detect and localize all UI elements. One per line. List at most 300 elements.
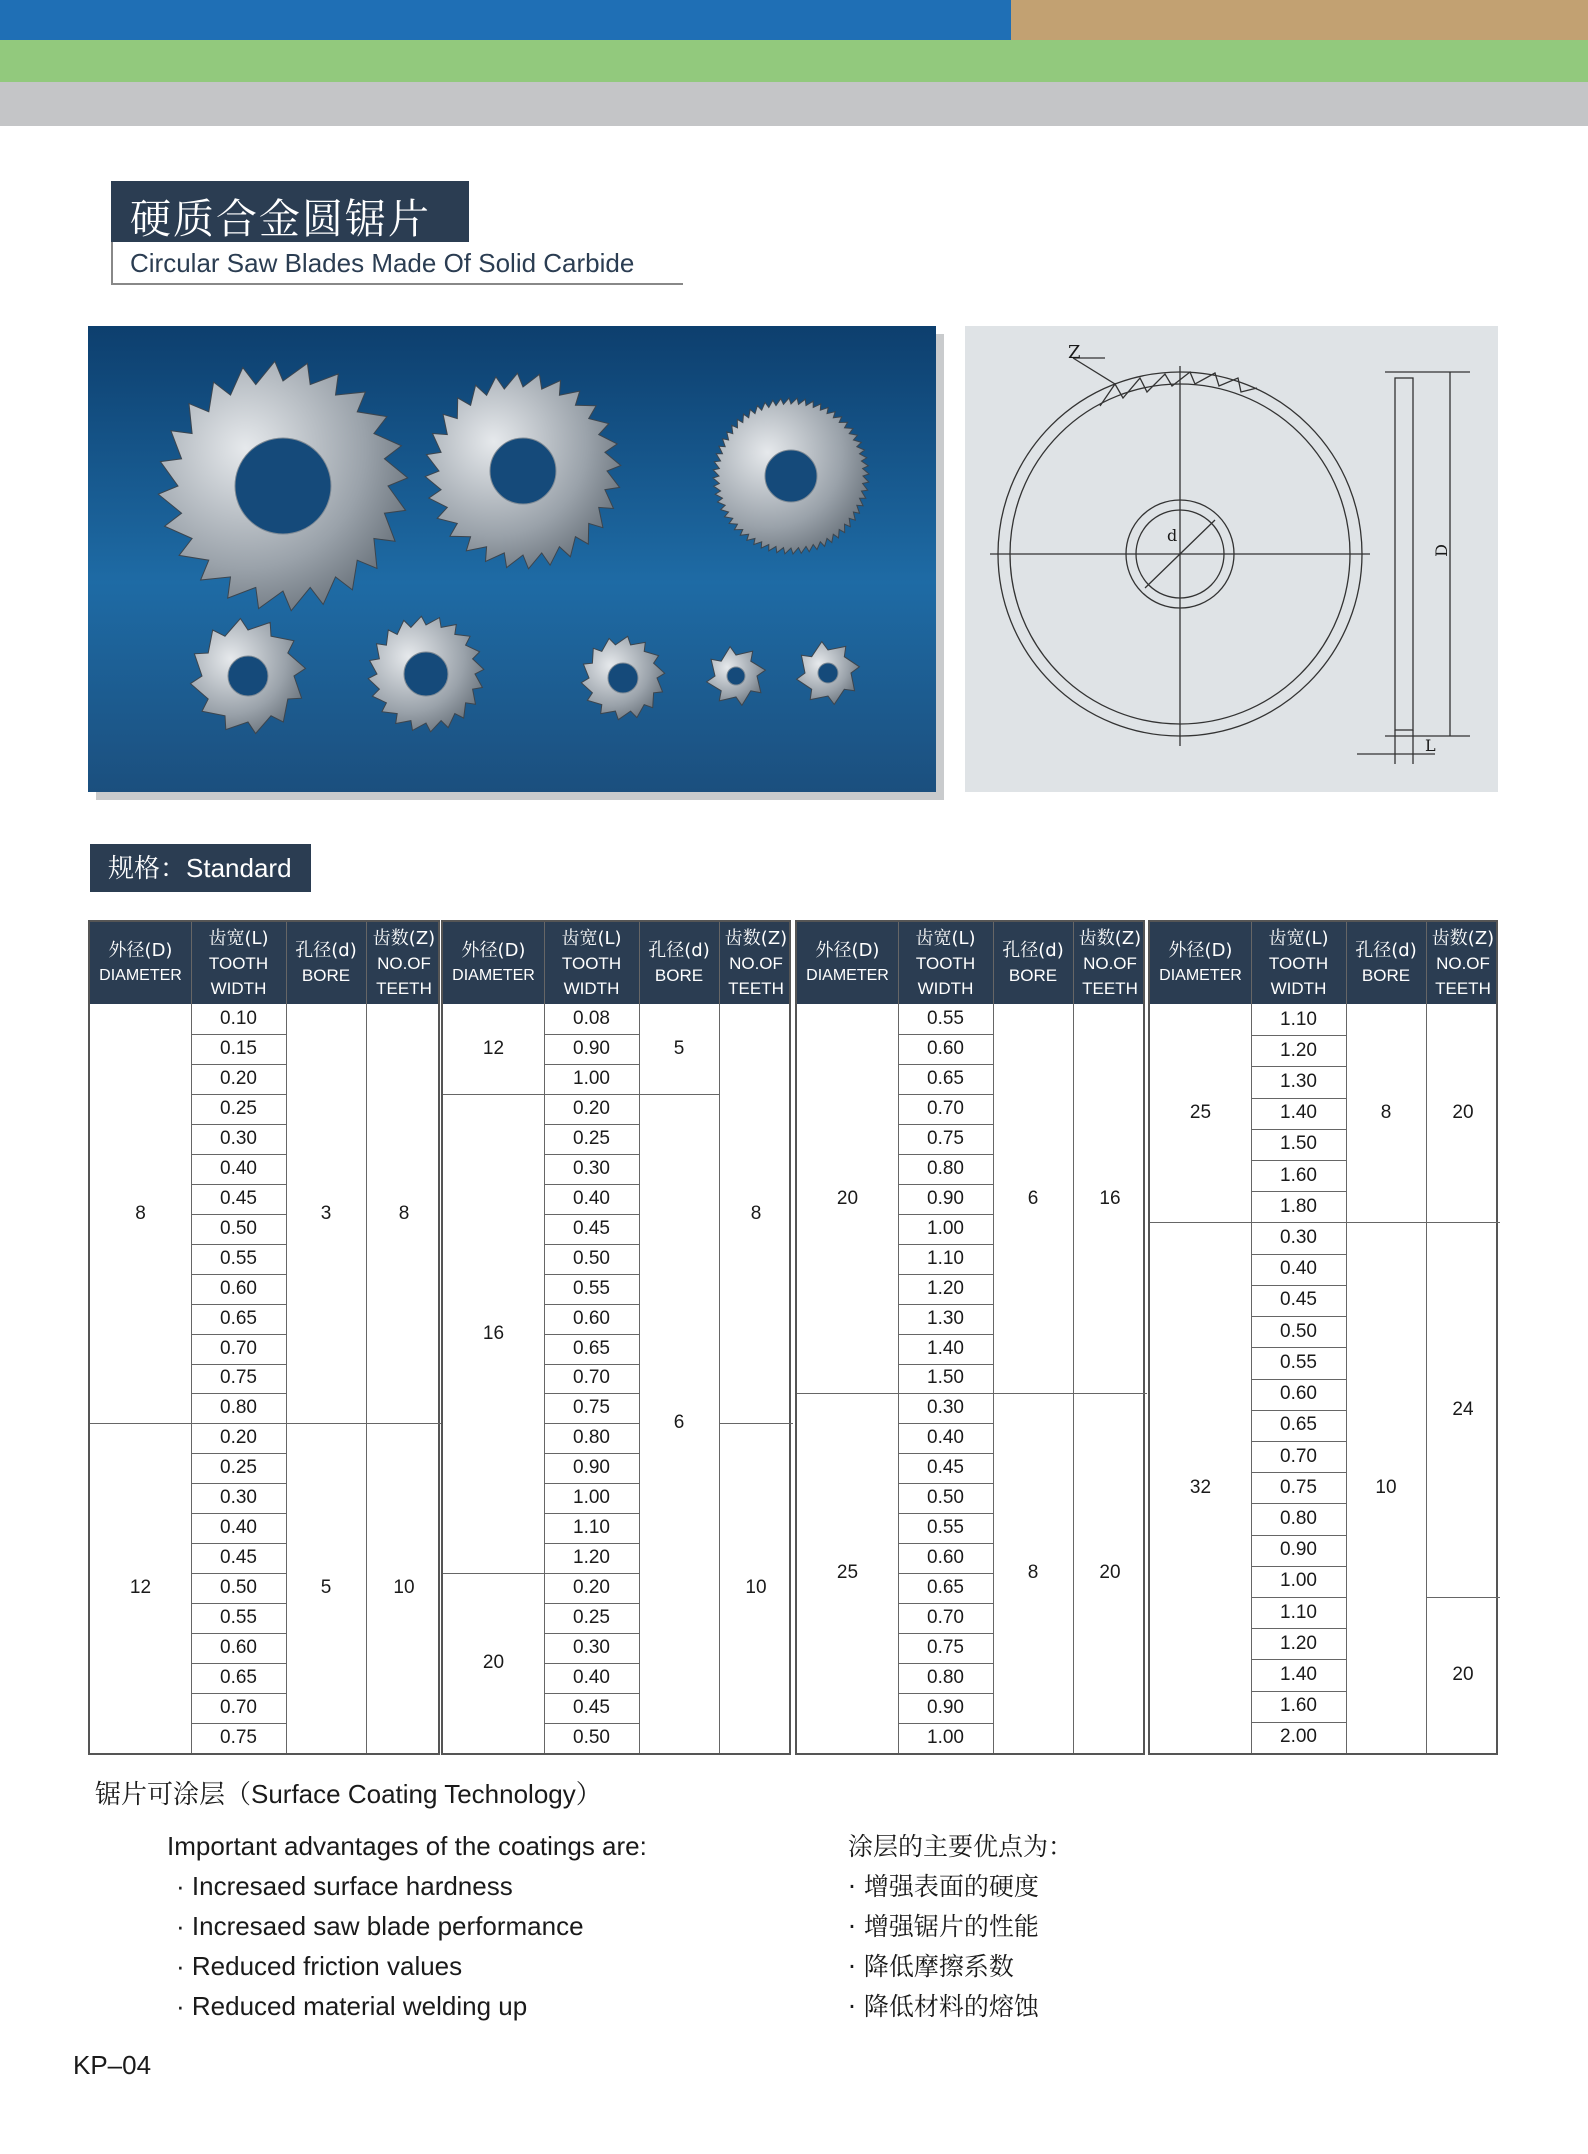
- tooth-width-cell: 0.55: [573, 1277, 610, 1299]
- column-divider: [993, 922, 994, 1753]
- header-tooth-width-cn: 齿宽(L): [1268, 927, 1329, 949]
- tooth-width-cell: 0.40: [927, 1427, 964, 1449]
- row-divider: [544, 1423, 639, 1424]
- row-divider: [898, 1334, 993, 1335]
- tooth-width-cell: 0.80: [573, 1427, 610, 1449]
- header-diameter-cn: 外径(D): [815, 940, 880, 961]
- row-divider: [544, 1483, 639, 1484]
- teeth-cell: 16: [1099, 1187, 1121, 1209]
- row-divider: [1251, 1191, 1346, 1192]
- row-divider: [544, 1453, 639, 1454]
- tooth-width-cell: 0.75: [573, 1397, 610, 1419]
- coating-title: 锯片可涂层（Surface Coating Technology）: [95, 1779, 602, 1809]
- spec-table-3: [795, 920, 1145, 1755]
- group-divider: [286, 1423, 366, 1424]
- group-divider: [1073, 1393, 1147, 1394]
- teeth-cell: 10: [745, 1577, 767, 1599]
- header-tooth-width-cn: 齿宽(L): [561, 927, 622, 949]
- tooth-width-cell: 1.60: [1280, 1164, 1317, 1186]
- tooth-width-cell: 0.50: [927, 1487, 964, 1509]
- header-diameter-en: DIAMETER: [452, 967, 535, 984]
- diameter-cell: 12: [482, 1037, 505, 1059]
- title-divider: [111, 283, 683, 285]
- saw-blade-bore: [490, 438, 556, 504]
- row-divider: [191, 1603, 286, 1604]
- teeth-cell: 20: [1452, 1663, 1474, 1685]
- tooth-width-cell: 1.10: [927, 1247, 964, 1269]
- header-tooth-width-en-line: WIDTH: [917, 978, 974, 998]
- header-tooth-width: [191, 922, 286, 1004]
- row-divider: [191, 1154, 286, 1155]
- header-teeth-en-line: NO.OF: [729, 953, 783, 973]
- tooth-width-cell: 0.60: [220, 1277, 257, 1299]
- bore-cell: 3: [320, 1202, 332, 1224]
- header-tooth-width: [1251, 922, 1346, 1004]
- diameter-cell: 12: [129, 1577, 152, 1599]
- header-tooth-width-en-line: TOOTH: [208, 953, 269, 973]
- tooth-width-cell: 1.20: [927, 1277, 964, 1299]
- header-diameter: [797, 922, 898, 1004]
- tooth-width-cell: 0.75: [220, 1367, 257, 1389]
- row-divider: [898, 1124, 993, 1125]
- header-teeth-cn: 齿数(Z): [372, 927, 436, 949]
- tooth-width-cell: 1.50: [927, 1367, 964, 1389]
- header-diameter-en: DIAMETER: [1159, 967, 1242, 984]
- column-divider: [898, 922, 899, 1753]
- row-divider: [898, 1603, 993, 1604]
- row-divider: [191, 1423, 286, 1424]
- tooth-width-cell: 0.90: [927, 1187, 964, 1209]
- header-diameter-cn: 外径(D): [108, 940, 173, 961]
- row-divider: [544, 1334, 639, 1335]
- tooth-width-cell: 1.60: [1280, 1695, 1317, 1717]
- column-divider: [366, 922, 367, 1753]
- tooth-width-cell: 0.20: [573, 1097, 610, 1119]
- column-divider: [1346, 922, 1347, 1753]
- row-divider: [898, 1034, 993, 1035]
- row-divider: [191, 1364, 286, 1365]
- coating-advantages-en: [167, 1826, 647, 2026]
- tooth-width-cell: 0.60: [1280, 1383, 1317, 1405]
- row-divider: [1251, 1316, 1346, 1317]
- spec-table-4: [1148, 920, 1498, 1755]
- row-divider: [1251, 1503, 1346, 1504]
- coating-en-intro: Important advantages of the coatings are:: [167, 1831, 647, 1861]
- header-tooth-width-en-line: WIDTH: [210, 978, 267, 998]
- header-teeth-cn: 齿数(Z): [724, 927, 788, 949]
- tooth-width-cell: 2.00: [1280, 1726, 1317, 1748]
- column-divider: [1073, 922, 1074, 1753]
- bore-cell: 8: [1027, 1562, 1039, 1584]
- row-divider: [1251, 1347, 1346, 1348]
- tooth-width-cell: 0.60: [573, 1307, 610, 1329]
- header-teeth-en-line: NO.OF: [1436, 953, 1490, 973]
- table-header: [90, 922, 438, 1004]
- drawing-label-L: L: [1425, 736, 1436, 755]
- tooth-width-cell: 1.00: [573, 1487, 610, 1509]
- header-bore: [993, 922, 1073, 1004]
- tooth-width-cell: 0.55: [927, 1517, 964, 1539]
- tooth-width-cell: 1.20: [573, 1547, 610, 1569]
- tooth-width-cell: 0.80: [927, 1667, 964, 1689]
- header-tooth-width-cn: 齿宽(L): [915, 927, 976, 949]
- tooth-width-cell: 0.55: [927, 1007, 964, 1029]
- saw-blade-bore: [228, 656, 268, 696]
- row-divider: [544, 1513, 639, 1514]
- row-divider: [898, 1244, 993, 1245]
- header-teeth-en-line: NO.OF: [377, 953, 431, 973]
- row-divider: [191, 1393, 286, 1394]
- coating-cn-intro: 涂层的主要优点为：: [848, 1832, 1074, 1861]
- tooth-width-cell: 1.40: [1280, 1102, 1317, 1124]
- row-divider: [1251, 1691, 1346, 1692]
- row-divider: [898, 1723, 993, 1724]
- tooth-width-cell: 1.40: [1280, 1663, 1317, 1685]
- technical-drawing: [965, 326, 1498, 792]
- row-divider: [1251, 1254, 1346, 1255]
- header-tooth-width: [898, 922, 993, 1004]
- tooth-width-cell: 0.50: [1280, 1320, 1317, 1342]
- tooth-width-cell: 0.30: [220, 1127, 257, 1149]
- coating-en-item: · Reduced friction values: [176, 1951, 463, 1981]
- title-divider-vertical: [111, 242, 113, 285]
- row-divider: [191, 1064, 286, 1065]
- row-divider: [544, 1723, 639, 1724]
- row-divider: [191, 1304, 286, 1305]
- row-divider: [898, 1064, 993, 1065]
- bore-cell: 10: [1375, 1476, 1397, 1498]
- header-teeth-en-line: TEETH: [728, 978, 784, 998]
- header-teeth-en-line: TEETH: [376, 978, 432, 998]
- row-divider: [191, 1633, 286, 1634]
- tooth-width-cell: 0.30: [573, 1637, 610, 1659]
- tooth-width-cell: 0.45: [220, 1187, 257, 1209]
- tooth-width-cell: 0.90: [573, 1037, 610, 1059]
- column-divider: [639, 922, 640, 1753]
- row-divider: [191, 1483, 286, 1484]
- bore-cell: 5: [673, 1037, 685, 1059]
- tooth-width-cell: 0.65: [1280, 1414, 1317, 1436]
- diameter-cell: 20: [836, 1187, 859, 1209]
- coating-cn-item: · 降低摩擦系数: [848, 1952, 1014, 1981]
- row-divider: [1251, 1722, 1346, 1723]
- column-divider: [719, 922, 720, 1753]
- page-title-en: Circular Saw Blades Made Of Solid Carbide: [130, 248, 635, 278]
- group-divider: [639, 1094, 719, 1095]
- header-diameter-en: DIAMETER: [99, 967, 182, 984]
- header-bore-cn: 孔径(d): [1002, 940, 1064, 961]
- row-divider: [898, 1094, 993, 1095]
- row-divider: [544, 1663, 639, 1664]
- diameter-cell: 16: [482, 1322, 505, 1344]
- tooth-width-cell: 0.60: [220, 1637, 257, 1659]
- saw-blade-bore: [608, 663, 638, 693]
- diameter-cell: 25: [1189, 1102, 1212, 1124]
- tooth-width-cell: 0.55: [1280, 1351, 1317, 1373]
- row-divider: [1251, 1066, 1346, 1067]
- column-divider: [544, 922, 545, 1753]
- saw-blade-bore: [765, 450, 817, 502]
- saw-blade-bore: [404, 652, 448, 696]
- header-bore-en: BORE: [1361, 966, 1411, 985]
- tooth-width-cell: 1.30: [927, 1307, 964, 1329]
- tooth-width-cell: 0.25: [220, 1457, 257, 1479]
- header-diameter-cn: 外径(D): [1168, 940, 1233, 961]
- row-divider: [1251, 1379, 1346, 1380]
- header-diameter-en: DIAMETER: [806, 967, 889, 984]
- teeth-cell: 20: [1099, 1562, 1121, 1584]
- header-bore-cn: 孔径(d): [295, 940, 357, 961]
- teeth-cell: 10: [393, 1577, 415, 1599]
- tooth-width-cell: 0.65: [573, 1337, 610, 1359]
- row-divider: [898, 1184, 993, 1185]
- row-divider: [544, 1364, 639, 1365]
- row-divider: [544, 1393, 639, 1394]
- header-tooth-width-cn: 齿宽(L): [208, 927, 269, 949]
- tooth-width-cell: 0.50: [573, 1727, 610, 1748]
- tooth-width-cell: 0.15: [220, 1037, 257, 1059]
- tooth-width-cell: 0.25: [573, 1607, 610, 1629]
- tooth-width-cell: 0.40: [1280, 1258, 1317, 1280]
- row-divider: [544, 1124, 639, 1125]
- tooth-width-cell: 0.45: [1280, 1289, 1317, 1311]
- row-divider: [898, 1214, 993, 1215]
- page-number: KP–04: [73, 2050, 152, 2080]
- tooth-width-cell: 0.90: [1280, 1539, 1317, 1561]
- row-divider: [544, 1214, 639, 1215]
- teeth-cell: 8: [398, 1202, 410, 1224]
- table-header: [443, 922, 789, 1004]
- row-divider: [191, 1693, 286, 1694]
- header-teeth: [1426, 922, 1500, 1004]
- header-diameter: [443, 922, 544, 1004]
- tooth-width-cell: 1.00: [927, 1217, 964, 1239]
- header-teeth-en-line: TEETH: [1082, 978, 1138, 998]
- row-divider: [1251, 1472, 1346, 1473]
- header-teeth-en-line: TEETH: [1435, 978, 1491, 998]
- row-divider: [898, 1274, 993, 1275]
- group-divider: [90, 1423, 191, 1424]
- tooth-width-cell: 1.00: [927, 1727, 964, 1748]
- row-divider: [898, 1304, 993, 1305]
- tooth-width-cell: 0.80: [1280, 1507, 1317, 1529]
- header-bore: [639, 922, 719, 1004]
- tooth-width-cell: 0.45: [927, 1457, 964, 1479]
- row-divider: [191, 1124, 286, 1125]
- tooth-width-cell: 1.10: [1280, 1008, 1317, 1030]
- tooth-width-cell: 0.65: [927, 1577, 964, 1599]
- tooth-width-cell: 1.20: [1280, 1039, 1317, 1061]
- row-divider: [898, 1393, 993, 1394]
- top-band-gray: [0, 82, 1588, 126]
- header-bore: [286, 922, 366, 1004]
- coating-cn-item: · 增强表面的硬度: [848, 1872, 1039, 1901]
- tooth-width-cell: 1.10: [573, 1517, 610, 1539]
- group-divider: [1346, 1222, 1426, 1223]
- header-teeth-cn: 齿数(Z): [1078, 927, 1142, 949]
- row-divider: [544, 1094, 639, 1095]
- header-tooth-width-en-line: WIDTH: [563, 978, 620, 998]
- tooth-width-cell: 0.80: [220, 1397, 257, 1419]
- spec-table-1: [88, 920, 440, 1755]
- row-divider: [1251, 1535, 1346, 1536]
- tooth-width-cell: 0.60: [927, 1037, 964, 1059]
- row-divider: [544, 1184, 639, 1185]
- tooth-width-cell: 0.75: [927, 1637, 964, 1659]
- spec-label: 规格：Standard: [108, 853, 292, 883]
- diameter-cell: 32: [1189, 1476, 1212, 1498]
- tooth-width-cell: 0.45: [220, 1547, 257, 1569]
- coating-en-item: · Incresaed saw blade performance: [176, 1911, 584, 1941]
- row-divider: [191, 1184, 286, 1185]
- tooth-width-cell: 0.20: [573, 1577, 610, 1599]
- diameter-cell: 25: [836, 1562, 859, 1584]
- header-teeth: [1073, 922, 1147, 1004]
- header-tooth-width: [544, 922, 639, 1004]
- tooth-width-cell: 0.70: [573, 1367, 610, 1389]
- tooth-width-cell: 1.50: [1280, 1133, 1317, 1155]
- tooth-width-cell: 0.55: [220, 1607, 257, 1629]
- group-divider: [993, 1393, 1073, 1394]
- header-diameter-cn: 外径(D): [461, 940, 526, 961]
- header-bore-cn: 孔径(d): [1355, 940, 1417, 961]
- group-divider: [719, 1423, 793, 1424]
- tooth-width-cell: 0.45: [573, 1697, 610, 1719]
- diameter-cell: 8: [135, 1202, 146, 1224]
- row-divider: [191, 1453, 286, 1454]
- row-divider: [544, 1064, 639, 1065]
- row-divider: [544, 1154, 639, 1155]
- row-divider: [544, 1633, 639, 1634]
- row-divider: [191, 1094, 286, 1095]
- tooth-width-cell: 1.10: [1280, 1601, 1317, 1623]
- header-tooth-width-en-line: TOOTH: [561, 953, 622, 973]
- drawing-label-z: Z: [1068, 342, 1081, 363]
- coating-en-item: · Incresaed surface hardness: [176, 1871, 513, 1901]
- row-divider: [898, 1693, 993, 1694]
- product-photo: [88, 326, 936, 792]
- tooth-width-cell: 0.10: [220, 1007, 257, 1029]
- header-teeth: [719, 922, 793, 1004]
- column-divider: [286, 922, 287, 1753]
- tooth-width-cell: 0.80: [927, 1157, 964, 1179]
- row-divider: [191, 1244, 286, 1245]
- row-divider: [191, 1214, 286, 1215]
- column-divider: [1426, 922, 1427, 1753]
- tooth-width-cell: 0.75: [220, 1727, 257, 1748]
- row-divider: [544, 1573, 639, 1574]
- tooth-width-cell: 0.75: [1280, 1476, 1317, 1498]
- row-divider: [898, 1543, 993, 1544]
- row-divider: [544, 1543, 639, 1544]
- top-band-green: [0, 40, 1588, 82]
- tooth-width-cell: 1.00: [573, 1067, 610, 1089]
- bore-cell: 6: [673, 1412, 685, 1434]
- tooth-width-cell: 0.40: [220, 1517, 257, 1539]
- row-divider: [544, 1693, 639, 1694]
- row-divider: [1251, 1441, 1346, 1442]
- row-divider: [1251, 1129, 1346, 1130]
- tooth-width-cell: 1.40: [927, 1337, 964, 1359]
- row-divider: [898, 1154, 993, 1155]
- table-header: [797, 922, 1143, 1004]
- row-divider: [898, 1663, 993, 1664]
- tooth-width-cell: 0.08: [573, 1007, 610, 1029]
- row-divider: [1251, 1222, 1346, 1223]
- tooth-width-cell: 0.70: [927, 1607, 964, 1629]
- row-divider: [191, 1274, 286, 1275]
- tooth-width-cell: 1.20: [1280, 1632, 1317, 1654]
- group-divider: [1426, 1597, 1500, 1598]
- header-teeth-en-line: NO.OF: [1083, 953, 1137, 973]
- drawing-label-D: D: [1431, 544, 1451, 557]
- row-divider: [898, 1573, 993, 1574]
- tooth-width-cell: 0.65: [927, 1067, 964, 1089]
- tooth-width-cell: 0.25: [220, 1097, 257, 1119]
- tooth-width-cell: 0.50: [220, 1577, 257, 1599]
- column-divider: [1251, 922, 1252, 1753]
- row-divider: [898, 1423, 993, 1424]
- bore-cell: 6: [1027, 1187, 1039, 1209]
- saw-blade-bore: [818, 663, 838, 683]
- row-divider: [191, 1543, 286, 1544]
- tooth-width-cell: 0.20: [220, 1427, 257, 1449]
- teeth-cell: 8: [750, 1202, 762, 1224]
- header-diameter: [1150, 922, 1251, 1004]
- row-divider: [191, 1513, 286, 1514]
- page-title-cn: 硬质合金圆锯片: [130, 195, 431, 243]
- column-divider: [191, 922, 192, 1753]
- group-divider: [1426, 1222, 1500, 1223]
- row-divider: [1251, 1659, 1346, 1660]
- spec-table-2: [441, 920, 791, 1755]
- tooth-width-cell: 0.20: [220, 1067, 257, 1089]
- tooth-width-cell: 0.25: [573, 1127, 610, 1149]
- bore-cell: 5: [320, 1577, 332, 1599]
- row-divider: [1251, 1628, 1346, 1629]
- tooth-width-cell: 0.30: [573, 1157, 610, 1179]
- group-divider: [797, 1393, 898, 1394]
- row-divider: [898, 1513, 993, 1514]
- group-divider: [443, 1094, 544, 1095]
- saw-blade-bore: [235, 438, 331, 534]
- tooth-width-cell: 0.60: [927, 1547, 964, 1569]
- coating-cn-item: · 增强锯片的性能: [848, 1912, 1039, 1941]
- top-band-blue: [0, 0, 1011, 40]
- row-divider: [1251, 1035, 1346, 1036]
- tooth-width-cell: 1.30: [1280, 1071, 1317, 1092]
- row-divider: [544, 1304, 639, 1305]
- tooth-width-cell: 0.50: [220, 1217, 257, 1239]
- header-tooth-width-en-line: WIDTH: [1270, 978, 1327, 998]
- bore-cell: 8: [1380, 1102, 1392, 1124]
- row-divider: [1251, 1410, 1346, 1411]
- tooth-width-cell: 1.80: [1280, 1195, 1317, 1217]
- tooth-width-cell: 0.45: [573, 1217, 610, 1239]
- row-divider: [898, 1364, 993, 1365]
- header-diameter: [90, 922, 191, 1004]
- header-tooth-width-en-line: TOOTH: [1268, 953, 1329, 973]
- top-band-tan: [1011, 0, 1588, 40]
- row-divider: [1251, 1098, 1346, 1099]
- diameter-cell: 20: [482, 1652, 505, 1674]
- row-divider: [898, 1453, 993, 1454]
- teeth-cell: 24: [1452, 1398, 1474, 1420]
- tooth-width-cell: 0.90: [927, 1697, 964, 1719]
- tooth-width-cell: 0.40: [573, 1667, 610, 1689]
- tooth-width-cell: 0.30: [220, 1487, 257, 1509]
- header-teeth: [366, 922, 442, 1004]
